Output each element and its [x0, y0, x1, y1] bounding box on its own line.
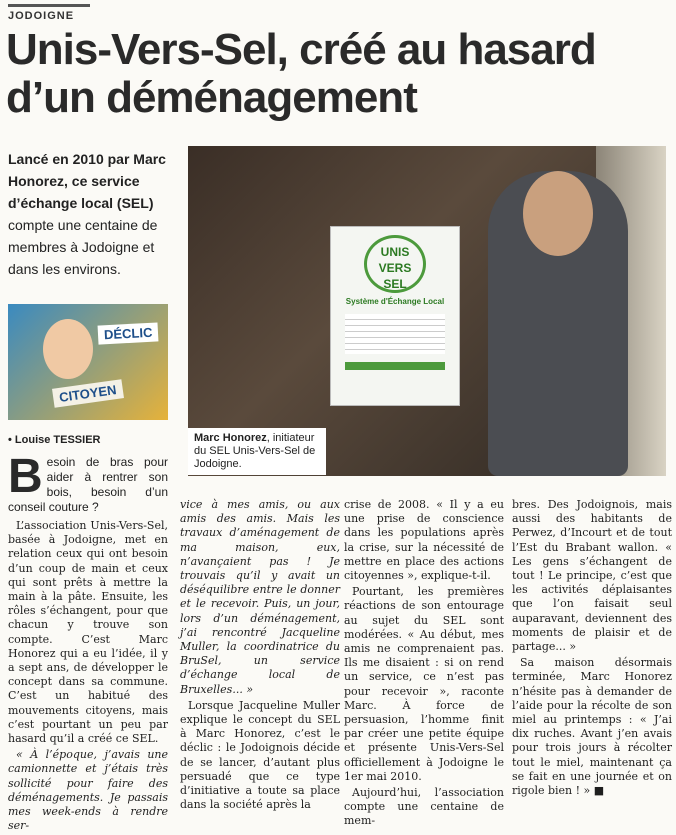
paragraph: Pourtant, les premières réactions de son entourage au sujet du SEL sont modérées. « Au début, mes amis ne comprenaient pas. Ils me disaient : si on rend un service, ce n’est pas pour recevoir », raconte Marc. À force de persuasion, l’homme finit par créer une petite équipe et présente Unis-Vers-Sel officiellement à Jodoigne le 1er mai 2010. — [344, 585, 504, 783]
paragraph-italic — [180, 498, 340, 697]
paragraph: L’association Unis-Vers-Sel, basée à Jodoigne, met en relation ceux qui ont besoin d’un coup de main et ceux qui sont prêts à mettre la main à la pâte. Ensuite, les rôles s’échangent, pour que chacun y trouve son compte. C’est Marc Honorez qui a eu l’idée, il y a sept ans, de développer le concept dans sa commune. C’est un habitué des mouvements citoyens, mais c’est pourtant un peu par hasard qu’il a créé ce SEL. — [8, 519, 168, 746]
article-column-4 — [512, 498, 672, 800]
declic-tag: DÉCLIC — [98, 322, 159, 344]
intro-paragraph — [8, 450, 168, 515]
paragraph: Aujourd’hui, l’association compte une centaine de mem- — [344, 786, 504, 828]
declic-citoyen-thumbnail — [8, 304, 168, 420]
paragraph: crise de 2008. « Il y a eu une prise de conscience dans les populations après la crise, sur la nécessité de mettre en place des actions citoyennes », explique-t-il. — [344, 498, 504, 583]
poster-footer-bar — [345, 362, 445, 370]
caption-text: , initiateur du SEL Unis-Vers-Sel de Jodoigne. — [194, 432, 316, 470]
man-head — [523, 171, 593, 256]
unis-vers-sel-logo: UNIS VERS SEL — [364, 235, 426, 293]
lead-paragraph — [8, 148, 176, 280]
paragraph: Lorsque Jacqueline Muller explique le concept du SEL à Marc Honorez, c’est le déclic : le Jodoignois décide de se lancer, d’autant plus persuadé que ce type d’initiative a toute sa place dans la société après la — [180, 698, 340, 812]
headline: Unis-Vers-Sel, créé au hasard d’un déménagement — [6, 25, 596, 122]
woman-face-image — [43, 319, 93, 379]
section-label: JODOIGNE — [8, 4, 90, 22]
quote-text: vice à mes amis, ou aux amis des amis. Mais les travaux d’aménagement de ma maison, eux, n’avançaient pas ! Je trouvais qu’il y avait un déséquilibre entre le donner et le recevoir. Puis, un jour, lors d’un déménagement, j’ai rencontré Jacqueline Muller, la coordinatrice du BruSel, un service d’échange local de Bruxelles... » — [180, 498, 340, 696]
main-photo — [188, 146, 666, 476]
lead-bold: Lancé en 2010 par Marc Honorez, ce service d’échange local (SEL) — [8, 151, 166, 211]
article-column-1 — [8, 450, 168, 835]
poster-text-lines — [345, 314, 445, 354]
article-column-3 — [344, 498, 504, 831]
intro-text: esoin de bras pour aider à rentrer son bois, besoin d’un conseil couture ? — [8, 455, 168, 514]
dropcap: B — [8, 450, 43, 503]
paragraph: bres. Des Jodoignois, mais aussi des habitants de Perwez, d’Incourt et de tout l’Est du Brabant wallon. « Les gens s’échangent de tout ! Le principe, c’est que les activités déplaisantes que l’on faisait seul auparavant, deviennent des moments de plaisir et de partage... » — [512, 498, 672, 654]
paragraph-italic — [8, 748, 168, 833]
quote-text: « À l’époque, j’avais une camionnette et j’étais très sollicité pour faire des déménagements. Je passais mes week-ends à rendre ser- — [8, 748, 168, 833]
paragraph: Sa maison désormais terminée, Marc Honorez n’hésite pas à demander de l’aide pour la récolte de son miel au printemps : « J’ai dix ruches. Avant j’en avais pour trois jours à récolter tout le miel, maintenant ça se fait en une journée et on rigole bien ! » ■ — [512, 656, 672, 798]
citoyen-tag: CITOYEN — [52, 379, 124, 407]
lead-rest: compte une centaine de membres à Jodoigne et dans les environs. — [8, 217, 158, 277]
caption-name: Marc Honorez — [194, 432, 267, 444]
sel-poster — [330, 226, 460, 406]
photo-caption — [188, 428, 326, 475]
author-byline: • Louise TESSIER — [8, 434, 101, 446]
poster-title: Système d'Échange Local — [345, 297, 445, 306]
article-column-2 — [180, 498, 340, 814]
